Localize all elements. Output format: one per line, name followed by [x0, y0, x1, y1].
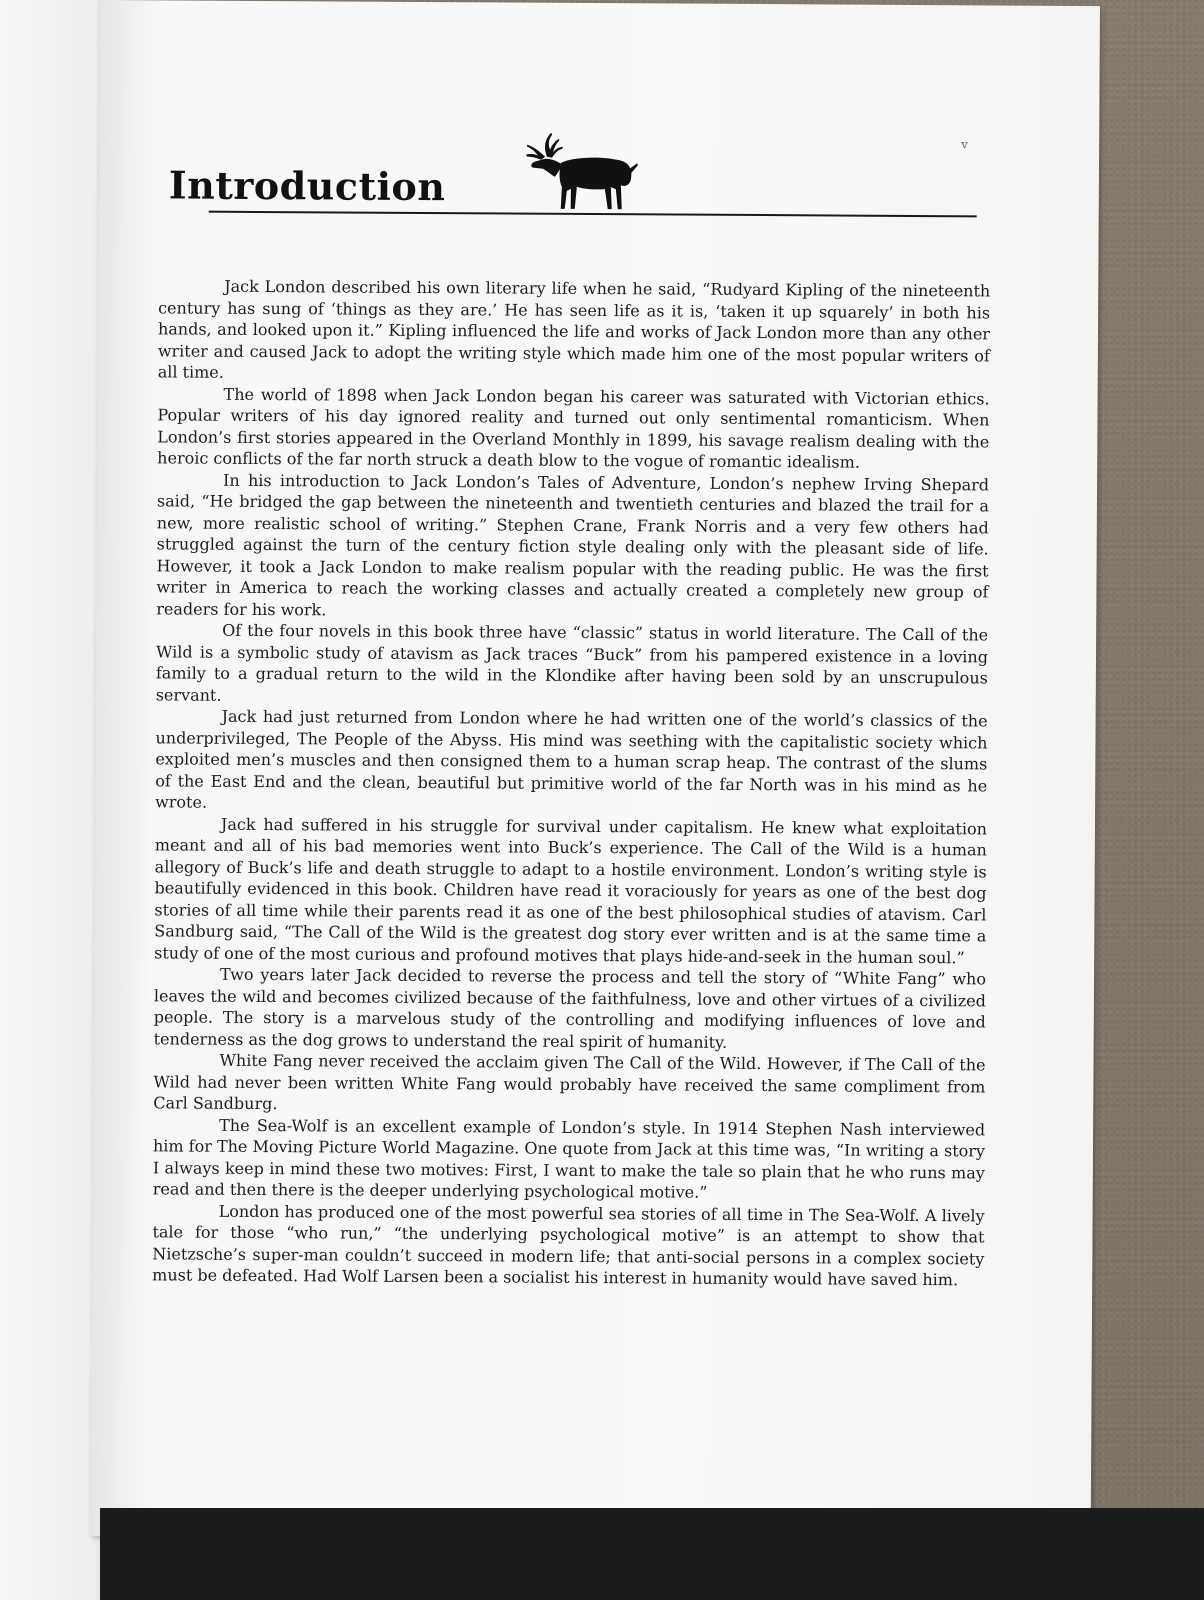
paragraph: London has produced one of the most powerful sea stories of all time in The Sea-Wolf. A lively tale for those “who run,” “the underlying psychological motive” is an attempt to show that Nietzsche’s super-man couldn’t succeed in modern life; that anti-social persons in a complex society must be defeated. Had Wolf Larsen been a socialist his interest in humanity would have saved him. — [152, 1201, 985, 1290]
book-cover-edge — [100, 1508, 1204, 1600]
moose-icon — [521, 129, 644, 216]
paragraph: In his introduction to Jack London’s Tales of Adventure, London’s nephew Irving Shepard said, “He bridged the gap between the nineteenth and twentieth centuries and blazed the trail for a new, more realistic school of writing.” Stephen Crane, Frank Norris and a very few others had struggled against the turn of the century fiction style dealing only with the pleasant side of life. However, it took a Jack London to make realism popular with the reading public. He was the first writer in America to reach the working classes and actually created a completely new group of readers for his work. — [156, 470, 990, 619]
paragraph: Two years later Jack decided to reverse the process and tell the story of “White Fang” who leaves the wild and becomes civilized because of the faithfulness, love and other virtues of a civilized people. The story is a marvelous study of the controlling and modifying influences of love and tenderness as the dog grows to understand the real spirit of humanity. — [153, 964, 987, 1052]
paragraph: Of the four novels in this book three have “classic” status in world literature. The Call of the Wild is a symbolic study of atavism as Jack traces “Buck” from his pampered existence in a loving family to a gradual return to the wild in the Klondike after having been sold by an unscrupulous servant. — [155, 620, 989, 705]
paragraph: White Fang never received the acclaim given The Call of the Wild. However, if The Call of the Wild had never been written White Fang would probably have received the same compliment from Carl Sandburg. — [153, 1050, 986, 1114]
paragraph: Jack had just returned from London where he had written one of the world’s classics of the underprivileged, The People of the Abyss. His mind was seething with the capitalistic society which exploited men’s muscles and then consigned them to a human scrap heap. The contrast of the slums of the East End and the clean, beautiful but primitive world of the far North was in his mind as he wrote. — [155, 706, 988, 812]
paragraph: The Sea-Wolf is an excellent example of London’s style. In 1914 Stephen Nash interviewed him for The Moving Picture World Magazine. One quote from Jack at this time was, “In writing a story I always keep in mind these two motives: First, I want to make the tale so plain that he who runs may read and then there is the deeper underlying psychological motive.” — [152, 1115, 986, 1202]
paragraph: Jack had suffered in his struggle for survival under capitalism. He knew what exploitation meant and all of his bad memories went into Buck’s experience. The Call of the Wild is a human allegory of Buck’s life and death struggle to adapt to a hostile environment. London’s writing style is beautifully evidenced in this book. Children have read it voraciously for years as one of the best dog stories of all time while their parents read it as one of the best philosophical studies of atavism. Carl Sandburg said, “The Call of the Wild is the greatest dog story ever written and is at the same time a study of one of the most curious and profound motives that plays hide-and-seek in the human soul.” — [154, 814, 988, 967]
book-page — [91, 0, 1100, 1542]
paragraph: The world of 1898 when Jack London began his career was saturated with Victorian ethics. Popular writers of his day ignored reality and turned out only sentimental romanticism. When London’s first stories appeared in the Overland Monthly in 1899, his savage realism dealing with the heroic conflicts of the far north struck a death blow to the vogue of romantic idealism. — [157, 384, 990, 472]
page-number: v — [961, 137, 968, 152]
paragraph: Jack London described his own literary life when he said, “Rudyard Kipling of the nineteenth century has sung of ‘things as they are.’ He has seen life as it is, ‘taken it up squarely’ in both his hands, and looked upon it.” Kipling influenced the life and works of Jack London more than any other writer and caused Jack to adopt the writing style which made him one of the most popular writers of all time. — [157, 276, 991, 382]
chapter-header — [169, 118, 1000, 235]
introduction-body — [152, 275, 990, 1291]
chapter-title: Introduction — [168, 162, 446, 210]
